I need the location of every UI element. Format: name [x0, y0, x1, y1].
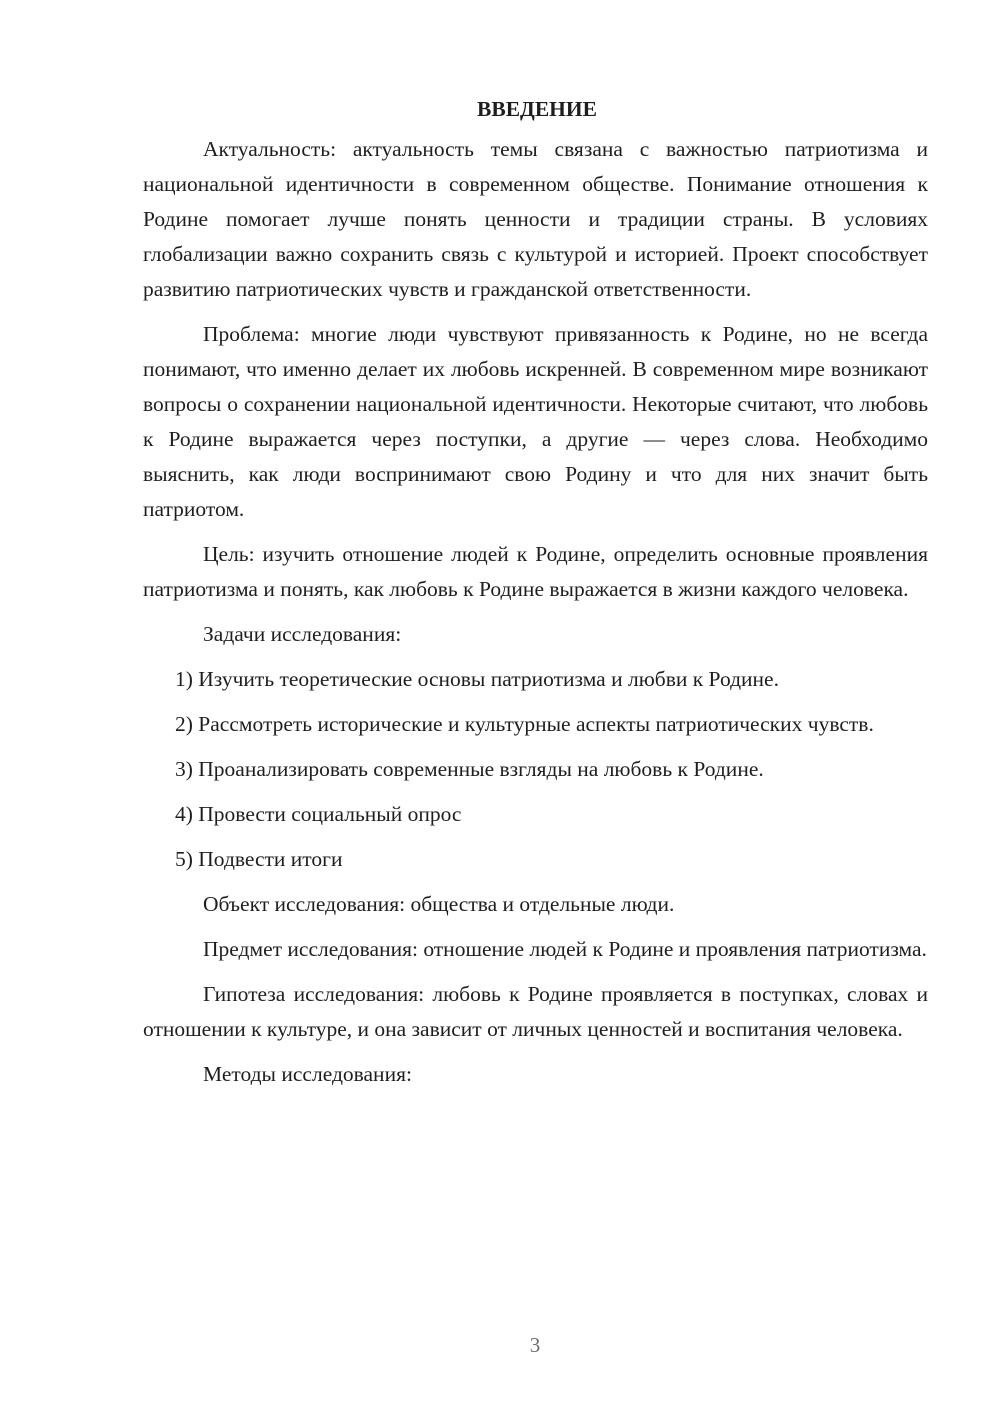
goal-paragraph: Цель: изучить отношение людей к Родине, определить основные проявления патриотизма и понять, как любовь к Родине выражается в жизни каждого человека. [143, 542, 928, 601]
page-number: 3 [529, 1333, 541, 1357]
task-item-5: 5) Подвести итоги [175, 847, 343, 871]
task-item-3: 3) Проанализировать современные взгляды на любовь к Родине. [175, 757, 764, 781]
object-paragraph: Объект исследования: общества и отдельные люди. [203, 892, 675, 916]
page-title: ВВЕДЕНИЕ [477, 97, 597, 121]
tasks-heading: Задачи исследования: [203, 622, 402, 646]
page-content [143, 92, 928, 1102]
hypothesis-paragraph: Гипотеза исследования: любовь к Родине проявляется в поступках, словах и отношении к культуре, и она зависит от личных ценностей и воспитания человека. [143, 982, 928, 1041]
relevance-paragraph: Актуальность: актуальность темы связана с важностью патриотизма и национальной идентичности в современном обществе. Понимание отношения к Родине помогает лучше понять ценности и традиции страны. В условиях глобализации важно сохранить связь с культурой и историей. Проект способствует развитию патриотических чувств и гражданской ответственности. [143, 137, 928, 301]
subject-paragraph: Предмет исследования: отношение людей к Родине и проявления патриотизма. [203, 937, 927, 961]
task-item-2: 2) Рассмотреть исторические и культурные аспекты патриотических чувств. [175, 712, 874, 736]
problem-paragraph: Проблема: многие люди чувствуют привязанность к Родине, но не всегда понимают, что именно делает их любовь искренней. В современном мире возникают вопросы о сохранении национальной идентичности. Некоторые считают, что любовь к Родине выражается через поступки, а другие — через слова. Необходимо выяснить, как люди воспринимают свою Родину и что для них значит быть патриотом. [143, 322, 928, 521]
task-item-1: 1) Изучить теоретические основы патриотизма и любви к Родине. [175, 667, 779, 691]
methods-heading: Методы исследования: [203, 1062, 412, 1086]
task-item-4: 4) Провести социальный опрос [175, 802, 462, 826]
